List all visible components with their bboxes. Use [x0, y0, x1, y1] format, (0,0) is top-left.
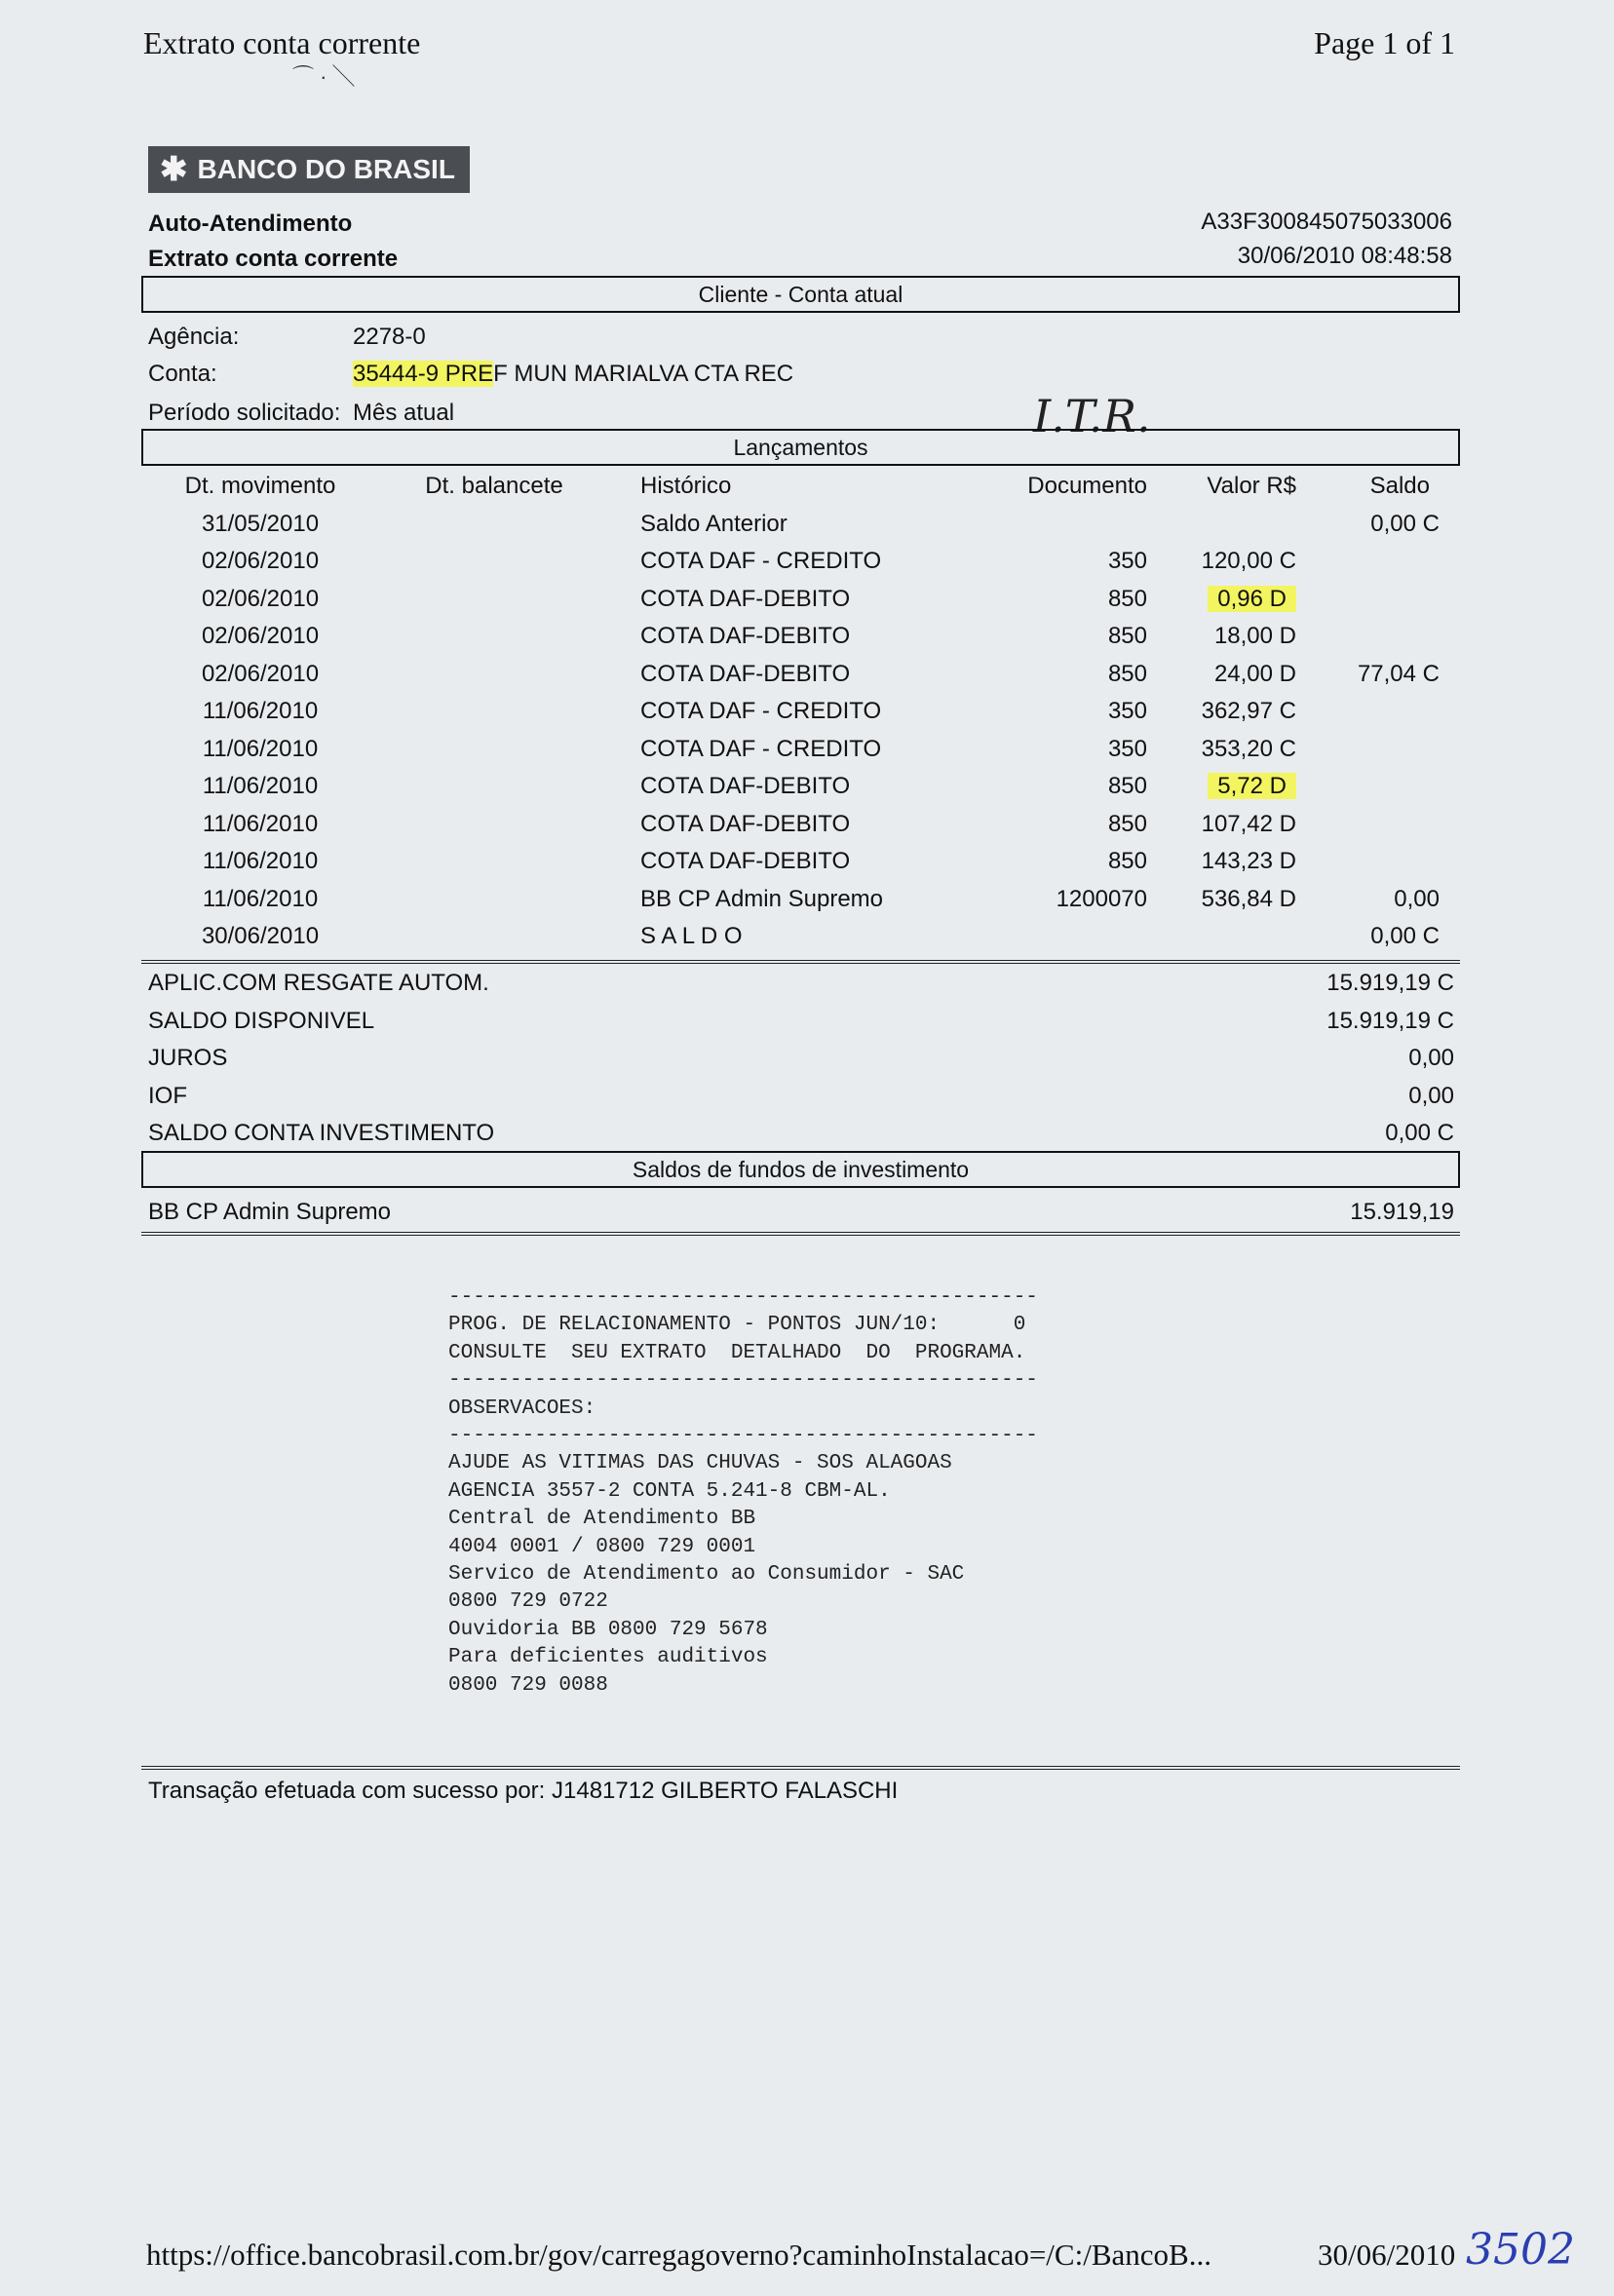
cell-documento-text: 350	[1107, 698, 1147, 725]
statement-title: Extrato conta corrente	[148, 246, 399, 272]
periodo-label: Período solicitado:	[148, 400, 341, 426]
cell-historico-text: S A L D O	[640, 923, 743, 950]
summary-label: JUROS	[148, 1045, 228, 1071]
summary-row	[148, 1008, 1454, 1035]
table-row	[143, 918, 1459, 956]
fundos-section-label: Saldos de fundos de investimento	[632, 1156, 970, 1182]
table-row	[143, 506, 1459, 544]
cell-historico	[611, 506, 962, 544]
summary-label: IOF	[148, 1082, 187, 1109]
observation-line: AJUDE AS VITIMAS DAS CHUVAS - SOS ALAGOAS	[448, 1452, 952, 1475]
table-header-row	[143, 468, 1459, 506]
cell-valor-text: 107,42 D	[1201, 810, 1296, 837]
cell-historico-text: COTA DAF - CREDITO	[640, 735, 882, 762]
cell-historico	[611, 768, 962, 806]
cell-historico-text: COTA DAF-DEBITO	[640, 585, 851, 612]
cell-valor-text: 5,72 D	[1208, 773, 1296, 799]
cell-saldo	[1308, 768, 1459, 806]
cell-dt-movimento	[143, 506, 377, 544]
cell-saldo	[1308, 506, 1459, 544]
cell-dt-movimento-text: 11/06/2010	[202, 810, 319, 837]
cell-documento-text: 1200070	[1056, 885, 1147, 912]
cell-valor	[1157, 693, 1308, 731]
lancamentos-section-header	[141, 429, 1460, 466]
cell-historico	[611, 693, 962, 731]
transaction-confirmation: Transação efetuada com sucesso por: J1481712 GILBERTO FALASCHI	[148, 1778, 899, 1804]
table-row	[143, 656, 1459, 694]
agencia-label: Agência:	[148, 324, 240, 350]
observations-lines	[448, 1450, 1038, 1700]
cell-documento-text: 850	[1107, 773, 1147, 800]
service-name: Auto-Atendimento	[148, 210, 353, 237]
handwritten-initials: I.T.R.	[1033, 390, 1151, 442]
cell-saldo	[1308, 918, 1459, 956]
cell-saldo	[1308, 806, 1459, 844]
cell-saldo	[1308, 693, 1459, 731]
cell-dt-balancete	[377, 618, 611, 656]
summary-label: SALDO DISPONIVEL	[148, 1007, 375, 1034]
table-row	[143, 693, 1459, 731]
agencia-value: 2278-0	[353, 324, 426, 350]
cell-historico	[611, 731, 962, 769]
bank-logo	[148, 146, 470, 193]
cell-historico-text: COTA DAF-DEBITO	[640, 623, 851, 650]
cell-dt-balancete	[377, 581, 611, 619]
summary-row	[148, 1045, 1454, 1072]
divider	[141, 960, 1460, 964]
table-row	[143, 806, 1459, 844]
cell-documento-text: 850	[1107, 623, 1147, 650]
print-footer-url: https://office.bancobrasil.com.br/gov/carregagoverno?caminhoInstalacao=/C:/BancoB...	[146, 2238, 1211, 2272]
cell-dt-movimento	[143, 731, 377, 769]
conta-value	[353, 361, 793, 388]
summary-label: APLIC.COM RESGATE AUTOM.	[148, 970, 489, 996]
cell-documento	[962, 806, 1157, 844]
cell-valor-text: 143,23 D	[1201, 848, 1296, 875]
cell-saldo	[1308, 656, 1459, 694]
cell-historico-text: COTA DAF - CREDITO	[640, 698, 882, 725]
lancamentos-section-label: Lançamentos	[733, 434, 868, 460]
cell-dt-balancete	[377, 806, 611, 844]
handwritten-page-number: 3502	[1466, 2225, 1575, 2275]
cell-saldo-text: 0,00 C	[1370, 923, 1440, 950]
cell-documento	[962, 581, 1157, 619]
cell-valor	[1157, 581, 1308, 619]
summary-value: 0,00	[1408, 1045, 1454, 1071]
cell-valor-text: 0,96 D	[1208, 586, 1296, 612]
table-row	[143, 618, 1459, 656]
cell-documento	[962, 693, 1157, 731]
cell-valor	[1157, 506, 1308, 544]
summary-value: 15.919,19 C	[1326, 970, 1454, 996]
summary-row	[148, 970, 1454, 997]
dash-line: ------------------------------------------------	[448, 1369, 1038, 1393]
statement-datetime: 30/06/2010 08:48:58	[1237, 243, 1452, 269]
cell-valor-text: 536,84 D	[1201, 885, 1296, 912]
program-notes	[448, 1284, 1038, 1700]
fundos-section-header	[141, 1151, 1460, 1188]
bank-logo-icon: ✱	[160, 151, 188, 188]
observation-line: Ouvidoria BB 0800 729 5678	[448, 1618, 768, 1641]
bank-logo-text: BANCO DO BRASIL	[197, 154, 455, 184]
cell-valor	[1157, 768, 1308, 806]
cell-valor	[1157, 656, 1308, 694]
conta-label: Conta:	[148, 361, 217, 387]
program-consult-line: CONSULTE SEU EXTRATO DETALHADO DO PROGRAMA.	[448, 1341, 1026, 1364]
cell-saldo-text: 0,00	[1394, 885, 1440, 912]
cell-saldo-text: 77,04 C	[1357, 660, 1440, 687]
cell-documento	[962, 731, 1157, 769]
cell-documento	[962, 768, 1157, 806]
table-row	[143, 768, 1459, 806]
client-section-label: Cliente - Conta atual	[698, 281, 903, 307]
cell-documento	[962, 618, 1157, 656]
cell-dt-movimento-text: 02/06/2010	[201, 548, 320, 575]
summary-row	[148, 1120, 1454, 1147]
summary-value: 0,00 C	[1385, 1120, 1454, 1146]
cell-historico-text: COTA DAF-DEBITO	[640, 660, 851, 687]
cell-dt-balancete	[377, 881, 611, 919]
fundo-value: 15.919,19	[1350, 1199, 1454, 1225]
cell-valor	[1157, 843, 1308, 881]
cell-dt-movimento	[143, 881, 377, 919]
cell-historico-text: COTA DAF-DEBITO	[640, 848, 851, 875]
cell-dt-movimento	[143, 693, 377, 731]
cell-dt-balancete	[377, 693, 611, 731]
periodo-value: Mês atual	[353, 400, 455, 426]
cell-documento	[962, 656, 1157, 694]
pen-mark: ⌒ · ╲	[292, 64, 355, 89]
cell-dt-movimento	[143, 843, 377, 881]
cell-dt-movimento	[143, 768, 377, 806]
cell-dt-movimento-text: 02/06/2010	[201, 623, 320, 650]
observation-line: 0800 729 0088	[448, 1673, 608, 1697]
cell-saldo	[1308, 731, 1459, 769]
cell-historico-text: COTA DAF - CREDITO	[640, 548, 882, 575]
cell-valor-text: 120,00 C	[1201, 548, 1296, 575]
col-dt-balancete: Dt. balancete	[425, 473, 563, 500]
cell-dt-movimento	[143, 806, 377, 844]
observation-line: 4004 0001 / 0800 729 0001	[448, 1535, 756, 1558]
cell-valor	[1157, 731, 1308, 769]
cell-valor-text: 18,00 D	[1213, 623, 1296, 650]
conta-highlight: 35444-9 PRE	[353, 361, 494, 387]
print-header-title: Extrato conta corrente	[143, 25, 421, 60]
program-points-line: PROG. DE RELACIONAMENTO - PONTOS JUN/10: 0	[448, 1314, 1026, 1337]
cell-documento-text: 850	[1107, 660, 1147, 687]
cell-valor	[1157, 618, 1308, 656]
cell-valor	[1157, 881, 1308, 919]
cell-dt-movimento	[143, 656, 377, 694]
divider	[141, 1232, 1460, 1236]
cell-historico	[611, 806, 962, 844]
cell-saldo	[1308, 881, 1459, 919]
cell-dt-movimento-text: 11/06/2010	[202, 848, 319, 875]
cell-saldo	[1308, 843, 1459, 881]
dash-line: ------------------------------------------------	[448, 1425, 1038, 1448]
cell-historico	[611, 581, 962, 619]
cell-historico	[611, 618, 962, 656]
cell-historico-text: Saldo Anterior	[640, 510, 788, 537]
cell-documento-text: 850	[1107, 585, 1147, 612]
conta-rest: F MUN MARIALVA CTA REC	[493, 361, 794, 387]
cell-dt-movimento	[143, 543, 377, 581]
cell-historico-text: COTA DAF-DEBITO	[640, 773, 851, 800]
print-footer-date: 30/06/2010	[1318, 2238, 1456, 2272]
cell-dt-movimento-text: 02/06/2010	[201, 660, 320, 687]
cell-saldo	[1308, 581, 1459, 619]
cell-saldo	[1308, 618, 1459, 656]
cell-dt-movimento	[143, 581, 377, 619]
cell-valor-text: 24,00 D	[1213, 660, 1296, 687]
summary-value: 15.919,19 C	[1326, 1007, 1454, 1034]
cell-documento-text: 350	[1107, 548, 1147, 575]
observation-line: 0800 729 0722	[448, 1590, 608, 1614]
cell-historico-text: BB CP Admin Supremo	[640, 885, 884, 912]
transactions-table	[143, 468, 1459, 956]
cell-dt-movimento-text: 11/06/2010	[202, 885, 319, 912]
cell-dt-balancete	[377, 918, 611, 956]
observation-line: AGENCIA 3557-2 CONTA 5.241-8 CBM-AL.	[448, 1479, 891, 1503]
cell-dt-balancete	[377, 656, 611, 694]
observation-line: Central de Atendimento BB	[448, 1508, 756, 1531]
observation-line: Servico de Atendimento ao Consumidor - SAC	[448, 1563, 965, 1587]
summary-row	[148, 1083, 1454, 1110]
table-row	[143, 543, 1459, 581]
cell-valor	[1157, 918, 1308, 956]
col-historico: Histórico	[640, 473, 732, 500]
divider	[141, 1766, 1460, 1770]
summary-label: SALDO CONTA INVESTIMENTO	[148, 1120, 495, 1146]
cell-dt-balancete	[377, 768, 611, 806]
cell-dt-balancete	[377, 731, 611, 769]
cell-documento-text: 850	[1107, 848, 1147, 875]
cell-valor-text: 362,97 C	[1201, 698, 1296, 725]
table-row	[143, 581, 1459, 619]
observation-line: Para deficientes auditivos	[448, 1646, 768, 1669]
dash-line: ------------------------------------------------	[448, 1286, 1038, 1309]
cell-historico	[611, 843, 962, 881]
table-row	[143, 881, 1459, 919]
cell-saldo-text: 0,00 C	[1370, 510, 1440, 537]
cell-dt-movimento-text: 31/05/2010	[201, 510, 320, 537]
fundo-row	[148, 1199, 1454, 1226]
fundo-label: BB CP Admin Supremo	[148, 1199, 392, 1225]
cell-valor	[1157, 543, 1308, 581]
observations-heading: OBSERVACOES:	[448, 1397, 596, 1420]
cell-dt-movimento	[143, 618, 377, 656]
statement-code: A33F300845075033006	[1201, 209, 1452, 235]
col-documento: Documento	[1027, 473, 1147, 500]
cell-historico	[611, 881, 962, 919]
cell-documento	[962, 918, 1157, 956]
col-valor: Valor R$	[1207, 473, 1296, 500]
cell-valor-text: 353,20 C	[1201, 735, 1296, 762]
cell-documento	[962, 506, 1157, 544]
cell-historico-text: COTA DAF-DEBITO	[640, 810, 851, 837]
cell-dt-movimento	[143, 918, 377, 956]
cell-documento	[962, 543, 1157, 581]
cell-dt-movimento-text: 11/06/2010	[202, 698, 319, 725]
cell-saldo	[1308, 543, 1459, 581]
cell-dt-movimento-text: 30/06/2010	[201, 923, 320, 950]
cell-historico	[611, 918, 962, 956]
cell-documento	[962, 881, 1157, 919]
table-row	[143, 843, 1459, 881]
print-header-page: Page 1 of 1	[1314, 25, 1455, 60]
cell-dt-balancete	[377, 543, 611, 581]
col-dt-movimento: Dt. movimento	[184, 473, 336, 500]
summary-value: 0,00	[1408, 1082, 1454, 1109]
col-saldo: Saldo	[1369, 473, 1430, 500]
cell-valor	[1157, 806, 1308, 844]
client-section-header	[141, 276, 1460, 313]
cell-dt-movimento-text: 11/06/2010	[202, 773, 319, 800]
cell-dt-balancete	[377, 843, 611, 881]
cell-dt-movimento-text: 11/06/2010	[202, 735, 319, 762]
cell-documento	[962, 843, 1157, 881]
cell-documento-text: 850	[1107, 810, 1147, 837]
cell-historico	[611, 543, 962, 581]
table-row	[143, 731, 1459, 769]
cell-documento-text: 350	[1107, 735, 1147, 762]
cell-dt-movimento-text: 02/06/2010	[201, 585, 320, 612]
cell-historico	[611, 656, 962, 694]
cell-dt-balancete	[377, 506, 611, 544]
